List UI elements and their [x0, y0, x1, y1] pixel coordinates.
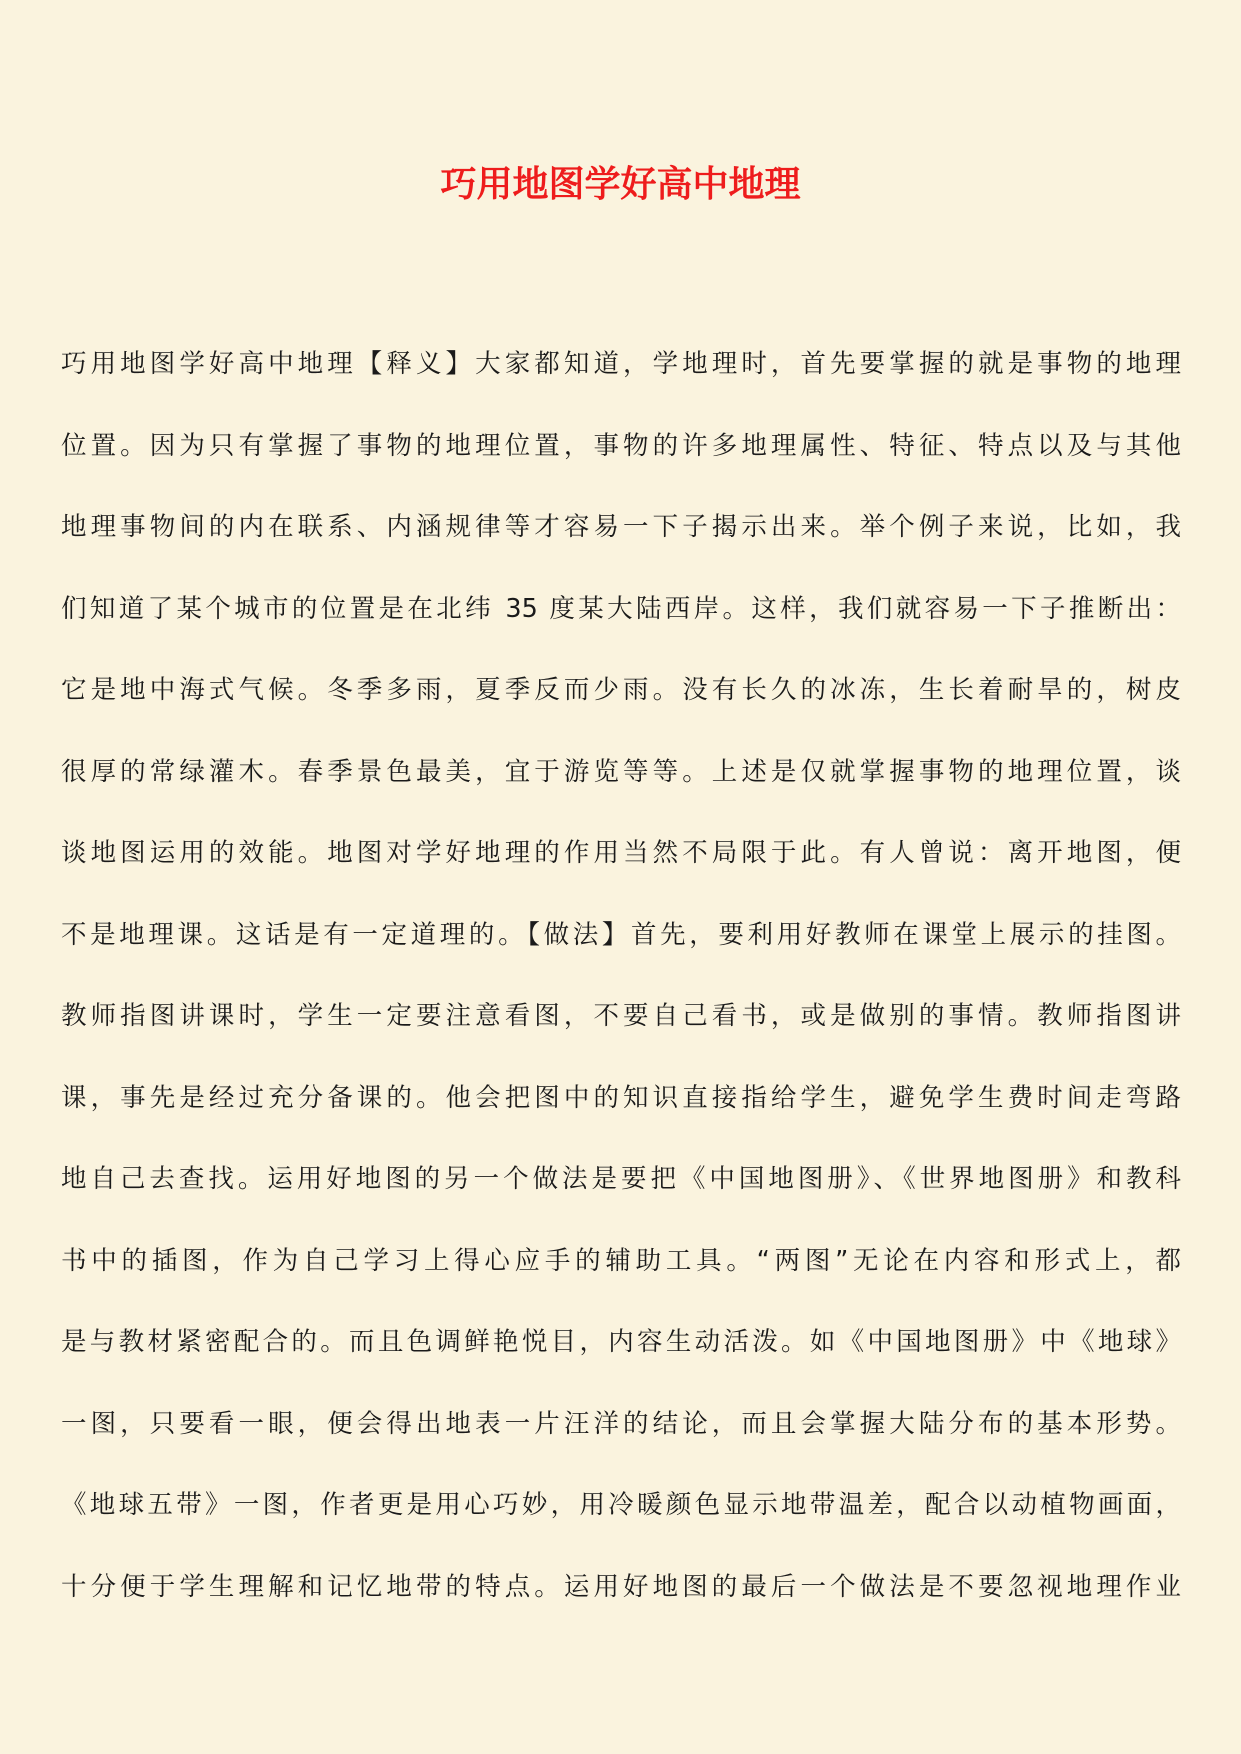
body-line: 《地球五带》一图，作者更是用心巧妙，用冷暖颜色显示地带温差，配合以动植物画面， — [61, 1490, 1181, 1520]
body-line: 它是地中海式气候。冬季多雨，夏季反而少雨。没有长久的冰冻，生长着耐旱的，树皮 — [61, 675, 1181, 705]
body-line: 位置。因为只有掌握了事物的地理位置，事物的许多地理属性、特征、特点以及与其他 — [61, 430, 1181, 461]
body-line: 巧用地图学好高中地理【释义】大家都知道，学地理时，首先要掌握的就是事物的地理 — [61, 349, 1181, 379]
body-line: 教师指图讲课时，学生一定要注意看图，不要自己看书，或是做别的事情。教师指图讲 — [61, 1001, 1181, 1031]
document-title: 巧用地图学好高中地理 — [440, 163, 801, 205]
body-line: 十分便于学生理解和记忆地带的特点。运用好地图的最后一个做法是不要忽视地理作业 — [61, 1571, 1181, 1602]
body-line: 地理事物间的内在联系、内涵规律等才容易一下子揭示出来。举个例子来说，比如，我 — [61, 512, 1181, 542]
body-line: 谈地图运用的效能。地图对学好地理的作用当然不局限于此。有人曾说：离开地图，便 — [61, 838, 1181, 868]
body-line: 不是地理课。这话是有一定道理的。【做法】首先，要利用好教师在课堂上展示的挂图。 — [61, 919, 1181, 950]
body-line: 地自己去查找。运用好地图的另一个做法是要把《中国地图册》、《世界地图册》和教科 — [61, 1164, 1181, 1194]
body-line: 很厚的常绿灌木。春季景色最美，宜于游览等等。上述是仅就掌握事物的地理位置，谈 — [61, 756, 1181, 787]
body-line: 一图，只要看一眼，便会得出地表一片汪洋的结论，而且会掌握大陆分布的基本形势。 — [61, 1408, 1181, 1439]
body-line: 们知道了某个城市的位置是在北纬 35 度某大陆西岸。这样，我们就容易一下子推断出： — [61, 593, 1181, 624]
body-line: 是与教材紧密配合的。而且色调鲜艳悦目，内容生动活泼。如《中国地图册》中《地球》 — [61, 1327, 1181, 1357]
body-line: 书中的插图，作为自己学习上得心应手的辅助工具。“两图”无论在内容和形式上，都 — [61, 1245, 1181, 1276]
document-body — [61, 342, 1181, 1646]
body-line: 课，事先是经过充分备课的。他会把图中的知识直接指给学生，避免学生费时间走弯路 — [61, 1082, 1181, 1113]
